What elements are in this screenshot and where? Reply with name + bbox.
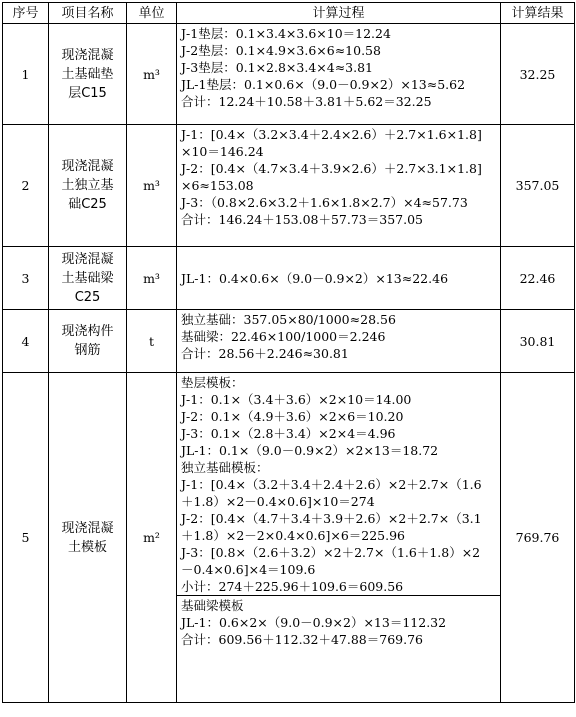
row-item-name: 现浇构件 钢筋 (49, 310, 127, 373)
row-unit: m² (127, 373, 177, 703)
row-item-name: 现浇混凝 土基础梁 C25 (49, 247, 127, 310)
row-item-name: 现浇混凝 土基础垫 层C15 (49, 24, 127, 125)
row-process: J-1垫层：0.1×3.4×3.6×10＝12.24 J-2垫层：0.1×4.9×3.6×6≈10.58 J-3垫层：0.1×2.8×3.4×4≈3.81 JL-1垫层：0.1×0.6×（9.0－0.9×2）×13≈5.62 合计：12.24＋10.58＋3.81＋5.62＝32.25 (177, 24, 501, 125)
row-index: 3 (3, 247, 49, 310)
table-row (3, 310, 575, 373)
row-process: 独立基础：357.05×80/1000≈28.56 基础梁：22.46×100/1000＝2.246 合计：28.56＋2.246≈30.81 (177, 310, 501, 373)
table-row (3, 373, 575, 703)
row-process: 垫层模板： J-1：0.1×（3.4＋3.6）×2×10＝14.00 J-2：0.1×（4.9＋3.6）×2×6＝10.20 J-3：0.1×（2.8＋3.4）×2×4＝4.96 JL-1：0.1×（9.0－0.9×2）×2×13＝18.72 独立基础模板： J-1：[0.4×（3.2＋3.4＋2.4＋2.6）×2＋2.7×（1.6 ＋1.8）×2－0.4×0.6]×10＝274 J-2：[0.4×（4.7＋3.4＋3.9＋2.6）×2＋2.7×（3.1 ＋1.8）×2－2×0.4×0.6]×6＝225.96 J-3：[0.8×（2.6＋3.2）×2＋2.7×（1.6＋1.8）×2 －0.4×0.6]×4＝109.6 小计：274＋225.96＋109.6＝609.56 基础梁模板 JL-1：0.6×2×（9.0－0.9×2）×13＝112.32 合计：609.56＋112.32＋47.88＝769.76 (177, 373, 501, 703)
header-process: 计算过程 (177, 3, 501, 24)
row-result: 22.46 (501, 247, 575, 310)
row-item-name: 现浇混凝 土模板 (49, 373, 127, 703)
row-result: 357.05 (501, 125, 575, 247)
row-index: 2 (3, 125, 49, 247)
header-result: 计算结果 (501, 3, 575, 24)
row-result: 769.76 (501, 373, 575, 703)
table-row (3, 24, 575, 125)
row-result: 32.25 (501, 24, 575, 125)
beam-formwork-subsection: 基础梁模板 JL-1：0.6×2×（9.0－0.9×2）×13＝112.32 合计：609.56＋112.32＋47.88＝769.76 (177, 595, 500, 648)
row-index: 1 (3, 24, 49, 125)
row-process: J-1：[0.4×（3.2×3.4＋2.4×2.6）＋2.7×1.6×1.8] ×10＝146.24 J-2：[0.4×（4.7×3.4＋3.9×2.6）＋2.7×3.1×1.8] ×6≈153.08 J-3：（0.8×2.6×3.2＋1.6×1.8×2.7）×4≈57.73 合计：146.24＋153.08＋57.73＝357.05 (177, 125, 501, 247)
row-item-name: 现浇混凝 土独立基 础C25 (49, 125, 127, 247)
header-item-name: 项目名称 (49, 3, 127, 24)
row-process: JL-1：0.4×0.6×（9.0－0.9×2）×13≈22.46 (177, 247, 501, 310)
row-index: 4 (3, 310, 49, 373)
row-unit: m³ (127, 125, 177, 247)
row-index: 5 (3, 373, 49, 703)
header-unit: 单位 (127, 3, 177, 24)
row-unit: t (127, 310, 177, 373)
row-unit: m³ (127, 24, 177, 125)
row-unit: m³ (127, 247, 177, 310)
table-row (3, 247, 575, 310)
header-index: 序号 (3, 3, 49, 24)
calculation-table (2, 2, 575, 703)
row-result: 30.81 (501, 310, 575, 373)
table-header-row (3, 3, 575, 24)
table-row (3, 125, 575, 247)
